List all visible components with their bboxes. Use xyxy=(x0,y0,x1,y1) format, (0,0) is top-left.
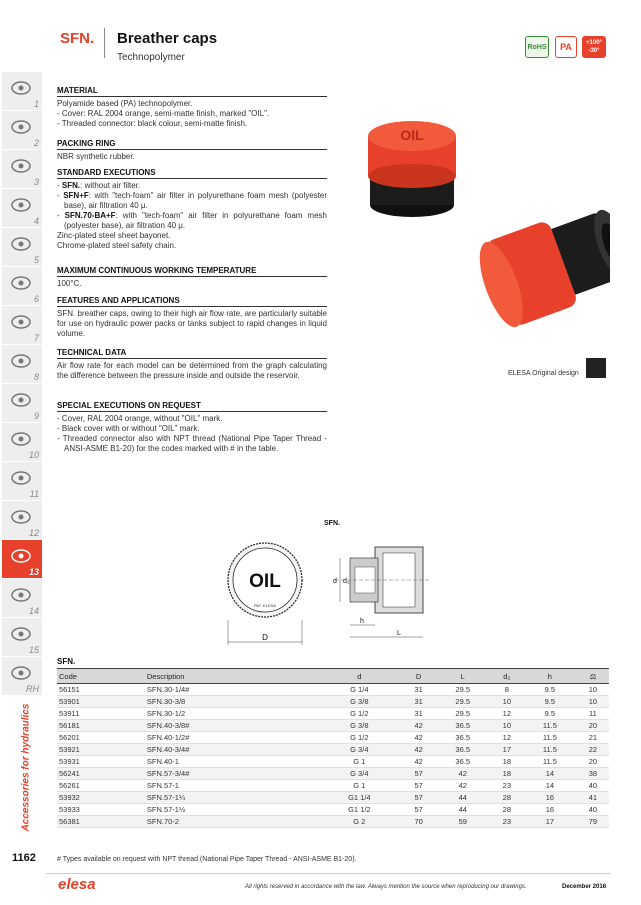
column-header: h xyxy=(523,669,577,684)
table-cell: SFN.70-2 xyxy=(145,816,316,828)
table-cell: 53911 xyxy=(57,708,145,720)
table-cell: 16 xyxy=(523,792,577,804)
table-cell: G 3/4 xyxy=(316,744,403,756)
category-tab-2[interactable] xyxy=(2,111,42,150)
section-heading: MATERIAL xyxy=(57,86,327,97)
table-cell: SFN.30-1/2 xyxy=(145,708,316,720)
category-tab-3[interactable] xyxy=(2,150,42,189)
table-footnote: # Types available on request with NPT thread (National Pipe Taper Thread - ANSI-ASME B1-20). xyxy=(57,856,357,863)
table-cell: 20 xyxy=(577,720,609,732)
dim-label-L: L xyxy=(397,630,401,637)
execution-text: : with "tech-foam" air filter in polyurethane foam mesh (polyester base), air filtration 40 μ. xyxy=(64,211,327,230)
table-cell: 59 xyxy=(435,816,491,828)
table-cell: 21 xyxy=(577,732,609,744)
table-cell: 40 xyxy=(577,780,609,792)
category-icon xyxy=(10,467,32,489)
table-cell: G 3/4 xyxy=(316,768,403,780)
table-cell: 42 xyxy=(435,768,491,780)
table-cell: 56261 xyxy=(57,780,145,792)
material-badge: PA xyxy=(555,36,577,58)
section-technical-data xyxy=(57,348,327,381)
table-cell: 44 xyxy=(435,804,491,816)
section-heading: FEATURES AND APPLICATIONS xyxy=(57,296,327,307)
table-cell: SFN.40-3/4# xyxy=(145,744,316,756)
section-max-temperature xyxy=(57,266,327,289)
category-tab-14[interactable] xyxy=(2,579,42,618)
technical-text: Air flow rate for each model can be determined from the graph calculating the difference between the pressure inside and outside the reservoir. xyxy=(57,361,327,380)
page-title: Breather caps xyxy=(117,30,218,47)
table-body xyxy=(57,684,609,828)
category-icon xyxy=(10,662,32,684)
category-tab-number: 8 xyxy=(33,372,39,382)
table-cell: 11.5 xyxy=(523,732,577,744)
section-special-executions xyxy=(57,401,327,454)
elesa-logo: elesa xyxy=(58,876,96,893)
table-cell: G 2 xyxy=(316,816,403,828)
execution-code: SFN. xyxy=(61,181,81,190)
table-cell: SFN.30-3/8 xyxy=(145,696,316,708)
category-icon xyxy=(10,506,32,528)
category-icon xyxy=(10,311,32,333)
table-cell: 56151 xyxy=(57,684,145,696)
category-tab-4[interactable] xyxy=(2,189,42,228)
table-row xyxy=(57,732,609,744)
table-cell: 18 xyxy=(491,768,523,780)
material-line: - Threaded connector: black colour, semi-matte finish. xyxy=(57,119,248,128)
table-cell: 28 xyxy=(491,804,523,816)
table-cell: 56201 xyxy=(57,732,145,744)
table-cell: 53932 xyxy=(57,792,145,804)
table-cell: SFN.40-1/2# xyxy=(145,732,316,744)
packing-line: NBR synthetic rubber. xyxy=(57,152,135,161)
category-tab-13[interactable] xyxy=(2,540,42,579)
table-cell: SFN.57-1¼ xyxy=(145,792,316,804)
table-cell: 9.5 xyxy=(523,684,577,696)
category-icon xyxy=(10,389,32,411)
elesa-design-logo xyxy=(586,358,606,378)
category-tab-number: 1 xyxy=(33,99,39,109)
execution-item: - SFN.70-BA+F: with "tech-foam" air filter in polyurethane foam mesh (polyester base), air filtration 40 μ. xyxy=(57,211,327,230)
category-tab-10[interactable] xyxy=(2,423,42,462)
special-line: - Cover, RAL 2004 orange, without "OIL" mark. xyxy=(57,414,223,423)
category-tab-number: 11 xyxy=(29,489,39,499)
table-row xyxy=(57,768,609,780)
execution-code: SFN+F xyxy=(63,191,89,200)
table-row xyxy=(57,720,609,732)
category-icon xyxy=(10,584,32,606)
page-subtitle: Technopolymer xyxy=(117,52,185,63)
category-icon xyxy=(10,77,32,99)
product-photo xyxy=(340,90,610,390)
category-tabs xyxy=(2,72,42,696)
column-header: d xyxy=(316,669,403,684)
table-cell: G 3/8 xyxy=(316,696,403,708)
table-cell: G 1 xyxy=(316,756,403,768)
table-cell: 38 xyxy=(577,768,609,780)
table-cell: 8 xyxy=(491,684,523,696)
category-tab-number: 9 xyxy=(33,411,39,421)
table-cell: 57 xyxy=(403,792,435,804)
table-cell: 11.5 xyxy=(523,720,577,732)
table-row xyxy=(57,792,609,804)
table-cell: 40 xyxy=(577,804,609,816)
table-cell: 53931 xyxy=(57,756,145,768)
column-header: ⚖ xyxy=(577,669,609,684)
publication-date: December 2016 xyxy=(562,884,607,890)
rights-notice: All rights reserved in accordance with the law. Always mention the source when reproducing our drawings. xyxy=(245,884,527,890)
table-header-row xyxy=(57,669,609,684)
special-line: - Black cover with or without "OIL" mark. xyxy=(57,424,200,433)
category-tab-number: 13 xyxy=(28,567,39,577)
category-tab-15[interactable] xyxy=(2,618,42,657)
table-cell: 42 xyxy=(403,756,435,768)
category-icon xyxy=(10,233,32,255)
table-cell: SFN.57-3/4# xyxy=(145,768,316,780)
category-tab-number: RH xyxy=(26,684,39,694)
category-tab-number: 12 xyxy=(28,528,39,538)
category-tab-number: 4 xyxy=(33,216,39,226)
table-cell: 31 xyxy=(403,696,435,708)
category-icon xyxy=(10,194,32,216)
table-cell: 79 xyxy=(577,816,609,828)
category-tab-number: 2 xyxy=(33,138,39,148)
rohs-badge: RoHS xyxy=(525,36,549,58)
dim-label-D: D xyxy=(262,633,268,642)
execution-item: - SFN+F: with "tech-foam" air filter in polyurethane foam mesh (polyester base), air filtration 40 μ. xyxy=(57,191,328,210)
table-cell: G1 1/4 xyxy=(316,792,403,804)
category-tab-8[interactable] xyxy=(2,345,42,384)
category-icon xyxy=(10,350,32,372)
table-cell: 29.5 xyxy=(435,684,491,696)
section-heading: TECHNICAL DATA xyxy=(57,348,327,359)
temperature-line: 100°C. xyxy=(57,279,82,288)
table-cell: 23 xyxy=(491,780,523,792)
category-tab-11[interactable] xyxy=(2,462,42,501)
table-cell: 42 xyxy=(403,744,435,756)
table-cell: 56381 xyxy=(57,816,145,828)
dim-label-d2: d₂ xyxy=(343,578,350,585)
execution-text: : without air filter. xyxy=(80,181,141,190)
table-title: SFN. xyxy=(57,657,76,666)
table-row xyxy=(57,756,609,768)
table-cell: 29.5 xyxy=(435,708,491,720)
table-cell: 57 xyxy=(403,804,435,816)
table-cell: 42 xyxy=(403,720,435,732)
section-standard-executions xyxy=(57,168,327,251)
table-row xyxy=(57,684,609,696)
table-cell: 10 xyxy=(577,684,609,696)
section-features xyxy=(57,296,327,339)
section-packing-ring xyxy=(57,139,327,162)
table-cell: G 1/2 xyxy=(316,708,403,720)
table-row xyxy=(57,780,609,792)
table-cell: SFN.40-3/8# xyxy=(145,720,316,732)
material-line: - Cover: RAL 2004 orange, semi-matte finish, marked "OIL". xyxy=(57,109,270,118)
column-header: Code xyxy=(57,669,145,684)
footer-divider xyxy=(46,873,611,874)
page-number: 1162 xyxy=(12,852,36,864)
temp-low-label: -30° xyxy=(588,48,600,54)
table-cell: 57 xyxy=(403,768,435,780)
table-cell: 9.5 xyxy=(523,708,577,720)
category-tab-6[interactable] xyxy=(2,267,42,306)
table-cell: 9.5 xyxy=(523,696,577,708)
table-cell: 41 xyxy=(577,792,609,804)
table-cell: 10 xyxy=(577,696,609,708)
table-cell: 57 xyxy=(403,780,435,792)
special-line: - Threaded connector also with NPT thread (National Pipe Taper Thread - ANSI-ASME B1-20) for the codes marked with # in the table. xyxy=(57,434,327,453)
table-cell: 70 xyxy=(403,816,435,828)
table-row xyxy=(57,696,609,708)
category-icon xyxy=(10,545,32,567)
table-cell: 53901 xyxy=(57,696,145,708)
table-cell: 12 xyxy=(491,732,523,744)
table-cell: 11.5 xyxy=(523,744,577,756)
temp-high-label: +100° xyxy=(586,40,602,46)
drawing-cap-ring-text: PAT. ELESA xyxy=(254,603,276,608)
category-tab-number: 14 xyxy=(28,606,39,616)
drawing-title: SFN. xyxy=(324,520,340,527)
table-cell: 42 xyxy=(403,732,435,744)
table-row xyxy=(57,804,609,816)
section-heading: STANDARD EXECUTIONS xyxy=(57,168,327,179)
cap-mark-text: OIL xyxy=(400,127,424,143)
table-cell: 56241 xyxy=(57,768,145,780)
table-cell: 12 xyxy=(491,708,523,720)
cap-top-view xyxy=(228,543,302,645)
execution-item: - SFN.: without air filter. xyxy=(57,181,141,190)
table-cell: 10 xyxy=(491,696,523,708)
category-tab-number: 3 xyxy=(33,177,39,187)
dimensions-table xyxy=(57,668,609,828)
table-cell: 23 xyxy=(491,816,523,828)
category-tab-12[interactable] xyxy=(2,501,42,540)
cap-side-section xyxy=(333,547,430,637)
table-cell: 36.5 xyxy=(435,744,491,756)
table-cell: G 1/4 xyxy=(316,684,403,696)
table-cell: 22 xyxy=(577,744,609,756)
table-cell: 17 xyxy=(491,744,523,756)
dim-label-h: h xyxy=(360,618,364,625)
category-tab-9[interactable] xyxy=(2,384,42,423)
technical-drawing xyxy=(225,525,445,655)
table-cell: 31 xyxy=(403,684,435,696)
table-row xyxy=(57,708,609,720)
breather-cap-upright xyxy=(368,121,456,217)
table-cell: G 1/2 xyxy=(316,732,403,744)
category-icon xyxy=(10,623,32,645)
drawing-cap-text: OIL xyxy=(249,571,281,592)
table-cell: 36.5 xyxy=(435,732,491,744)
table-cell: 20 xyxy=(577,756,609,768)
category-icon xyxy=(10,272,32,294)
section-heading: SPECIAL EXECUTIONS ON REQUEST xyxy=(57,401,327,412)
section-material xyxy=(57,86,327,129)
table-cell: SFN.40-1 xyxy=(145,756,316,768)
section-heading: PACKING RING xyxy=(57,139,327,150)
header-divider xyxy=(104,28,105,58)
table-cell: 36.5 xyxy=(435,756,491,768)
table-cell: G1 1/2 xyxy=(316,804,403,816)
category-label-text: Accessories for hydraulics xyxy=(20,703,32,832)
table-cell: SFN.57-1½ xyxy=(145,804,316,816)
category-icon xyxy=(10,428,32,450)
material-line: Polyamide based (PA) technopolymer. xyxy=(57,99,193,108)
category-icon xyxy=(10,155,32,177)
design-label: ELESA Original design xyxy=(508,370,579,377)
table-cell: 17 xyxy=(523,816,577,828)
temperature-badge xyxy=(582,36,606,58)
table-cell: 10 xyxy=(491,720,523,732)
category-tab-number: 6 xyxy=(33,294,39,304)
table-cell: G 1 xyxy=(316,780,403,792)
product-code: SFN. xyxy=(60,30,95,47)
execution-text: : with "tech-foam" air filter in polyurethane foam mesh (polyester base), air filtration 40 μ. xyxy=(64,191,328,210)
column-header: D xyxy=(403,669,435,684)
table-cell: 36.5 xyxy=(435,720,491,732)
table-cell: 56181 xyxy=(57,720,145,732)
category-tab-number: 7 xyxy=(33,333,39,343)
table-cell: 44 xyxy=(435,792,491,804)
table-cell: 11.5 xyxy=(523,756,577,768)
section-heading: MAXIMUM CONTINUOUS WORKING TEMPERATURE xyxy=(57,266,327,277)
standard-line: Zinc-plated steel sheet bayonet. xyxy=(57,231,171,240)
column-header: L xyxy=(435,669,491,684)
table-cell: 18 xyxy=(491,756,523,768)
category-tab-7[interactable] xyxy=(2,306,42,345)
features-text: SFN. breather caps, owing to their high air flow rate, are particularly suitable for use on hydraulic power packs or tanks subject to rapid changes in liquid volume. xyxy=(57,309,327,338)
table-cell: SFN.57-1 xyxy=(145,780,316,792)
table-cell: SFN.30-1/4# xyxy=(145,684,316,696)
execution-code: SFN.70-BA+F xyxy=(64,211,116,220)
table-row xyxy=(57,744,609,756)
category-icon xyxy=(10,116,32,138)
table-cell: 29.5 xyxy=(435,696,491,708)
table-row xyxy=(57,816,609,828)
table-cell: 14 xyxy=(523,780,577,792)
category-label xyxy=(6,700,36,840)
category-tab-number: 10 xyxy=(28,450,39,460)
table-cell: 14 xyxy=(523,768,577,780)
category-tab-5[interactable] xyxy=(2,228,42,267)
category-tab-number: 15 xyxy=(28,645,39,655)
category-tab-RH[interactable] xyxy=(2,657,42,696)
dim-label-d: d xyxy=(333,578,337,585)
table-cell: 53933 xyxy=(57,804,145,816)
table-cell: 28 xyxy=(491,792,523,804)
table-cell: 16 xyxy=(523,804,577,816)
table-cell: 42 xyxy=(435,780,491,792)
column-header: Description xyxy=(145,669,316,684)
category-tab-1[interactable] xyxy=(2,72,42,111)
standard-line: Chrome-plated steel safety chain. xyxy=(57,241,177,250)
table-cell: 53921 xyxy=(57,744,145,756)
table-cell: 31 xyxy=(403,708,435,720)
breather-cap-tilted xyxy=(471,197,610,332)
category-tab-number: 5 xyxy=(33,255,39,265)
column-header: d₂ xyxy=(491,669,523,684)
table-cell: G 3/8 xyxy=(316,720,403,732)
table-cell: 11 xyxy=(577,708,609,720)
